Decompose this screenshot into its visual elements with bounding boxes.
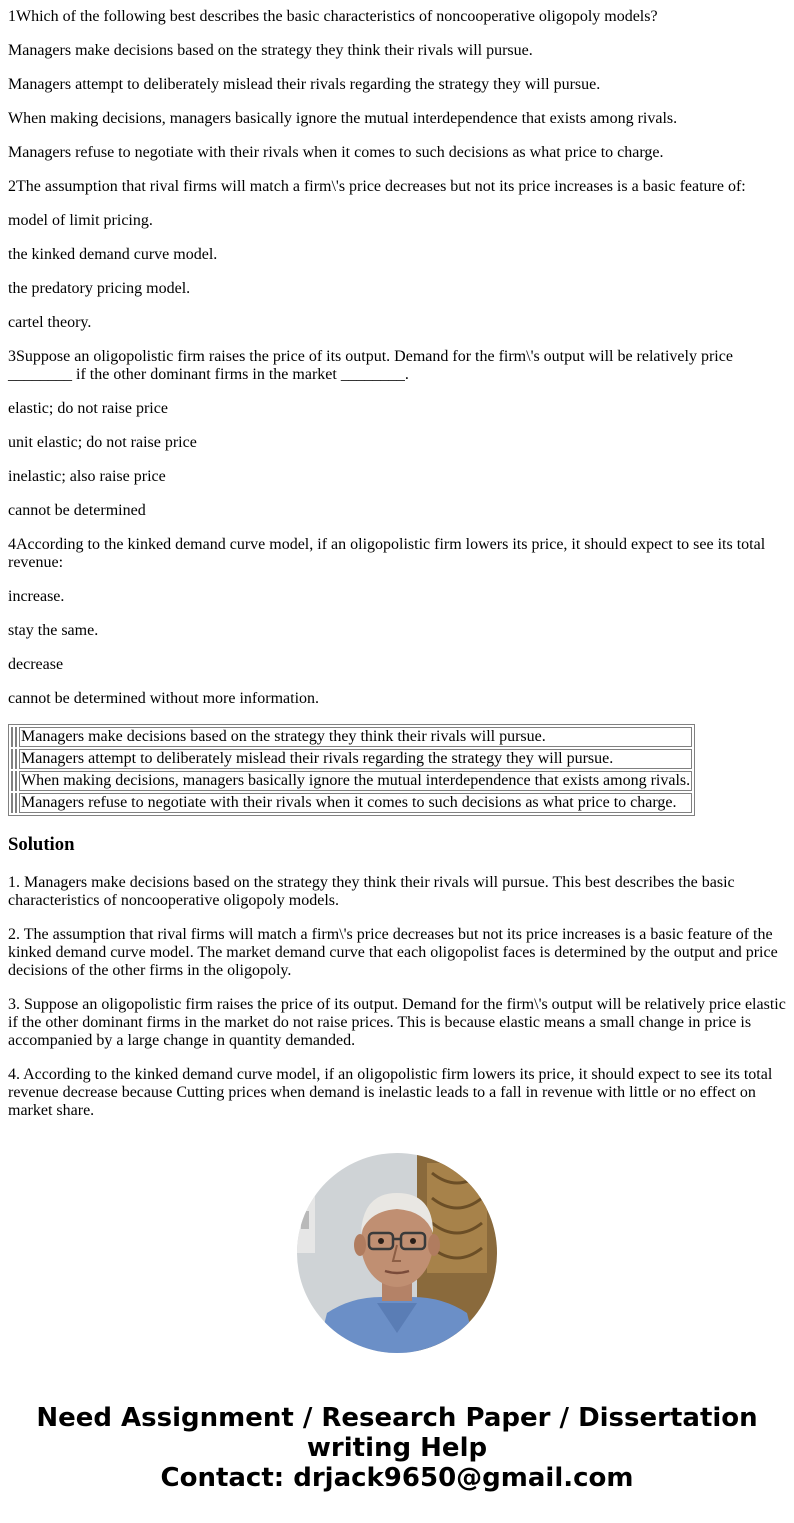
table-row <box>11 749 692 769</box>
table-cell-empty <box>11 749 13 769</box>
question-2-text: 2The assumption that rival firms will match a firm\'s price decreases but not its price increases is a basic feature of: <box>8 178 746 195</box>
table-cell-empty <box>11 793 13 813</box>
solution-heading: Solution <box>8 834 75 855</box>
question-2-option-d: cartel theory. <box>8 314 92 331</box>
solution-paragraph-3: 3. Suppose an oligopolistic firm raises the price of its output. Demand for the firm\'s output will be relatively price elastic if the other dominant firms in the market do not raise prices. This is because elastic means a small change in price is accompanied by a large change in quantity demanded. <box>8 996 786 1049</box>
table-row <box>11 727 692 747</box>
question-3-option-c: inelastic; also raise price <box>8 468 166 485</box>
table-row <box>11 793 692 813</box>
table-cell: Managers refuse to negotiate with their rivals when it comes to such decisions as what price to charge. <box>19 793 692 813</box>
question-1-option-b: Managers attempt to deliberately mislead their rivals regarding the strategy they will pursue. <box>8 76 601 93</box>
question-4-text: 4According to the kinked demand curve model, if an oligopolistic firm lowers its price, it should expect to see its total revenue: <box>8 536 766 571</box>
contact-banner-line-1: Need Assignment / Research Paper / Dissertation <box>36 1403 758 1433</box>
table-cell-empty <box>11 727 13 747</box>
table-cell-empty <box>11 771 13 791</box>
author-portrait-image <box>297 1153 497 1353</box>
question-2-option-c: the predatory pricing model. <box>8 280 191 297</box>
table-cell-empty <box>15 727 17 747</box>
contact-email: Contact: drjack9650@gmail.com <box>160 1463 634 1493</box>
table-cell-empty <box>15 749 17 769</box>
question-4-option-d: cannot be determined without more information. <box>8 690 320 707</box>
question-1-option-d: Managers refuse to negotiate with their rivals when it comes to such decisions as what price to charge. <box>8 144 664 161</box>
solution-paragraph-2: 2. The assumption that rival firms will match a firm\'s price decreases but not its price increases is a basic feature of the kinked demand curve model. The market demand curve that each oligopolist faces is determined by the output and price decisions of the other firms in the oligopoly. <box>8 926 778 979</box>
table-cell-empty <box>15 793 17 813</box>
solution-paragraph-4: 4. According to the kinked demand curve model, if an oligopolistic firm lowers its price, it should expect to see its total revenue decrease because Cutting prices when demand is inelastic leads to a fall in revenue with little or no effect on market share. <box>8 1066 773 1119</box>
table-cell: Managers attempt to deliberately mislead their rivals regarding the strategy they will pursue. <box>19 749 692 769</box>
question-4-option-b: stay the same. <box>8 622 99 639</box>
answer-options-table <box>8 724 695 816</box>
table-row <box>11 771 692 791</box>
contact-banner-line-2: writing Help <box>306 1433 488 1463</box>
question-3-text: 3Suppose an oligopolistic firm raises the price of its output. Demand for the firm\'s output will be relatively price ________ if the other dominant firms in the market ________. <box>8 348 733 383</box>
question-3-option-d: cannot be determined <box>8 502 146 519</box>
question-1-option-a: Managers make decisions based on the strategy they think their rivals will pursue. <box>8 42 533 59</box>
question-4-option-a: increase. <box>8 588 65 605</box>
author-avatar <box>297 1153 497 1353</box>
question-1-option-c: When making decisions, managers basically ignore the mutual interdependence that exists among rivals. <box>8 110 678 127</box>
table-cell: Managers make decisions based on the strategy they think their rivals will pursue. <box>19 727 692 747</box>
table-cell-empty <box>15 771 17 791</box>
question-1-text: 1Which of the following best describes the basic characteristics of noncooperative oligopoly models? <box>8 8 658 25</box>
question-2-option-a: model of limit pricing. <box>8 212 153 229</box>
solution-paragraph-1: 1. Managers make decisions based on the strategy they think their rivals will pursue. This best describes the basic characteristics of noncooperative oligopoly models. <box>8 874 735 909</box>
contact-banner <box>0 1403 794 1493</box>
question-3-option-a: elastic; do not raise price <box>8 400 168 417</box>
question-2-option-b: the kinked demand curve model. <box>8 246 218 263</box>
table-cell: When making decisions, managers basically ignore the mutual interdependence that exists among rivals. <box>21 772 691 789</box>
question-3-option-b: unit elastic; do not raise price <box>8 434 197 451</box>
question-4-option-c: decrease <box>8 656 64 673</box>
